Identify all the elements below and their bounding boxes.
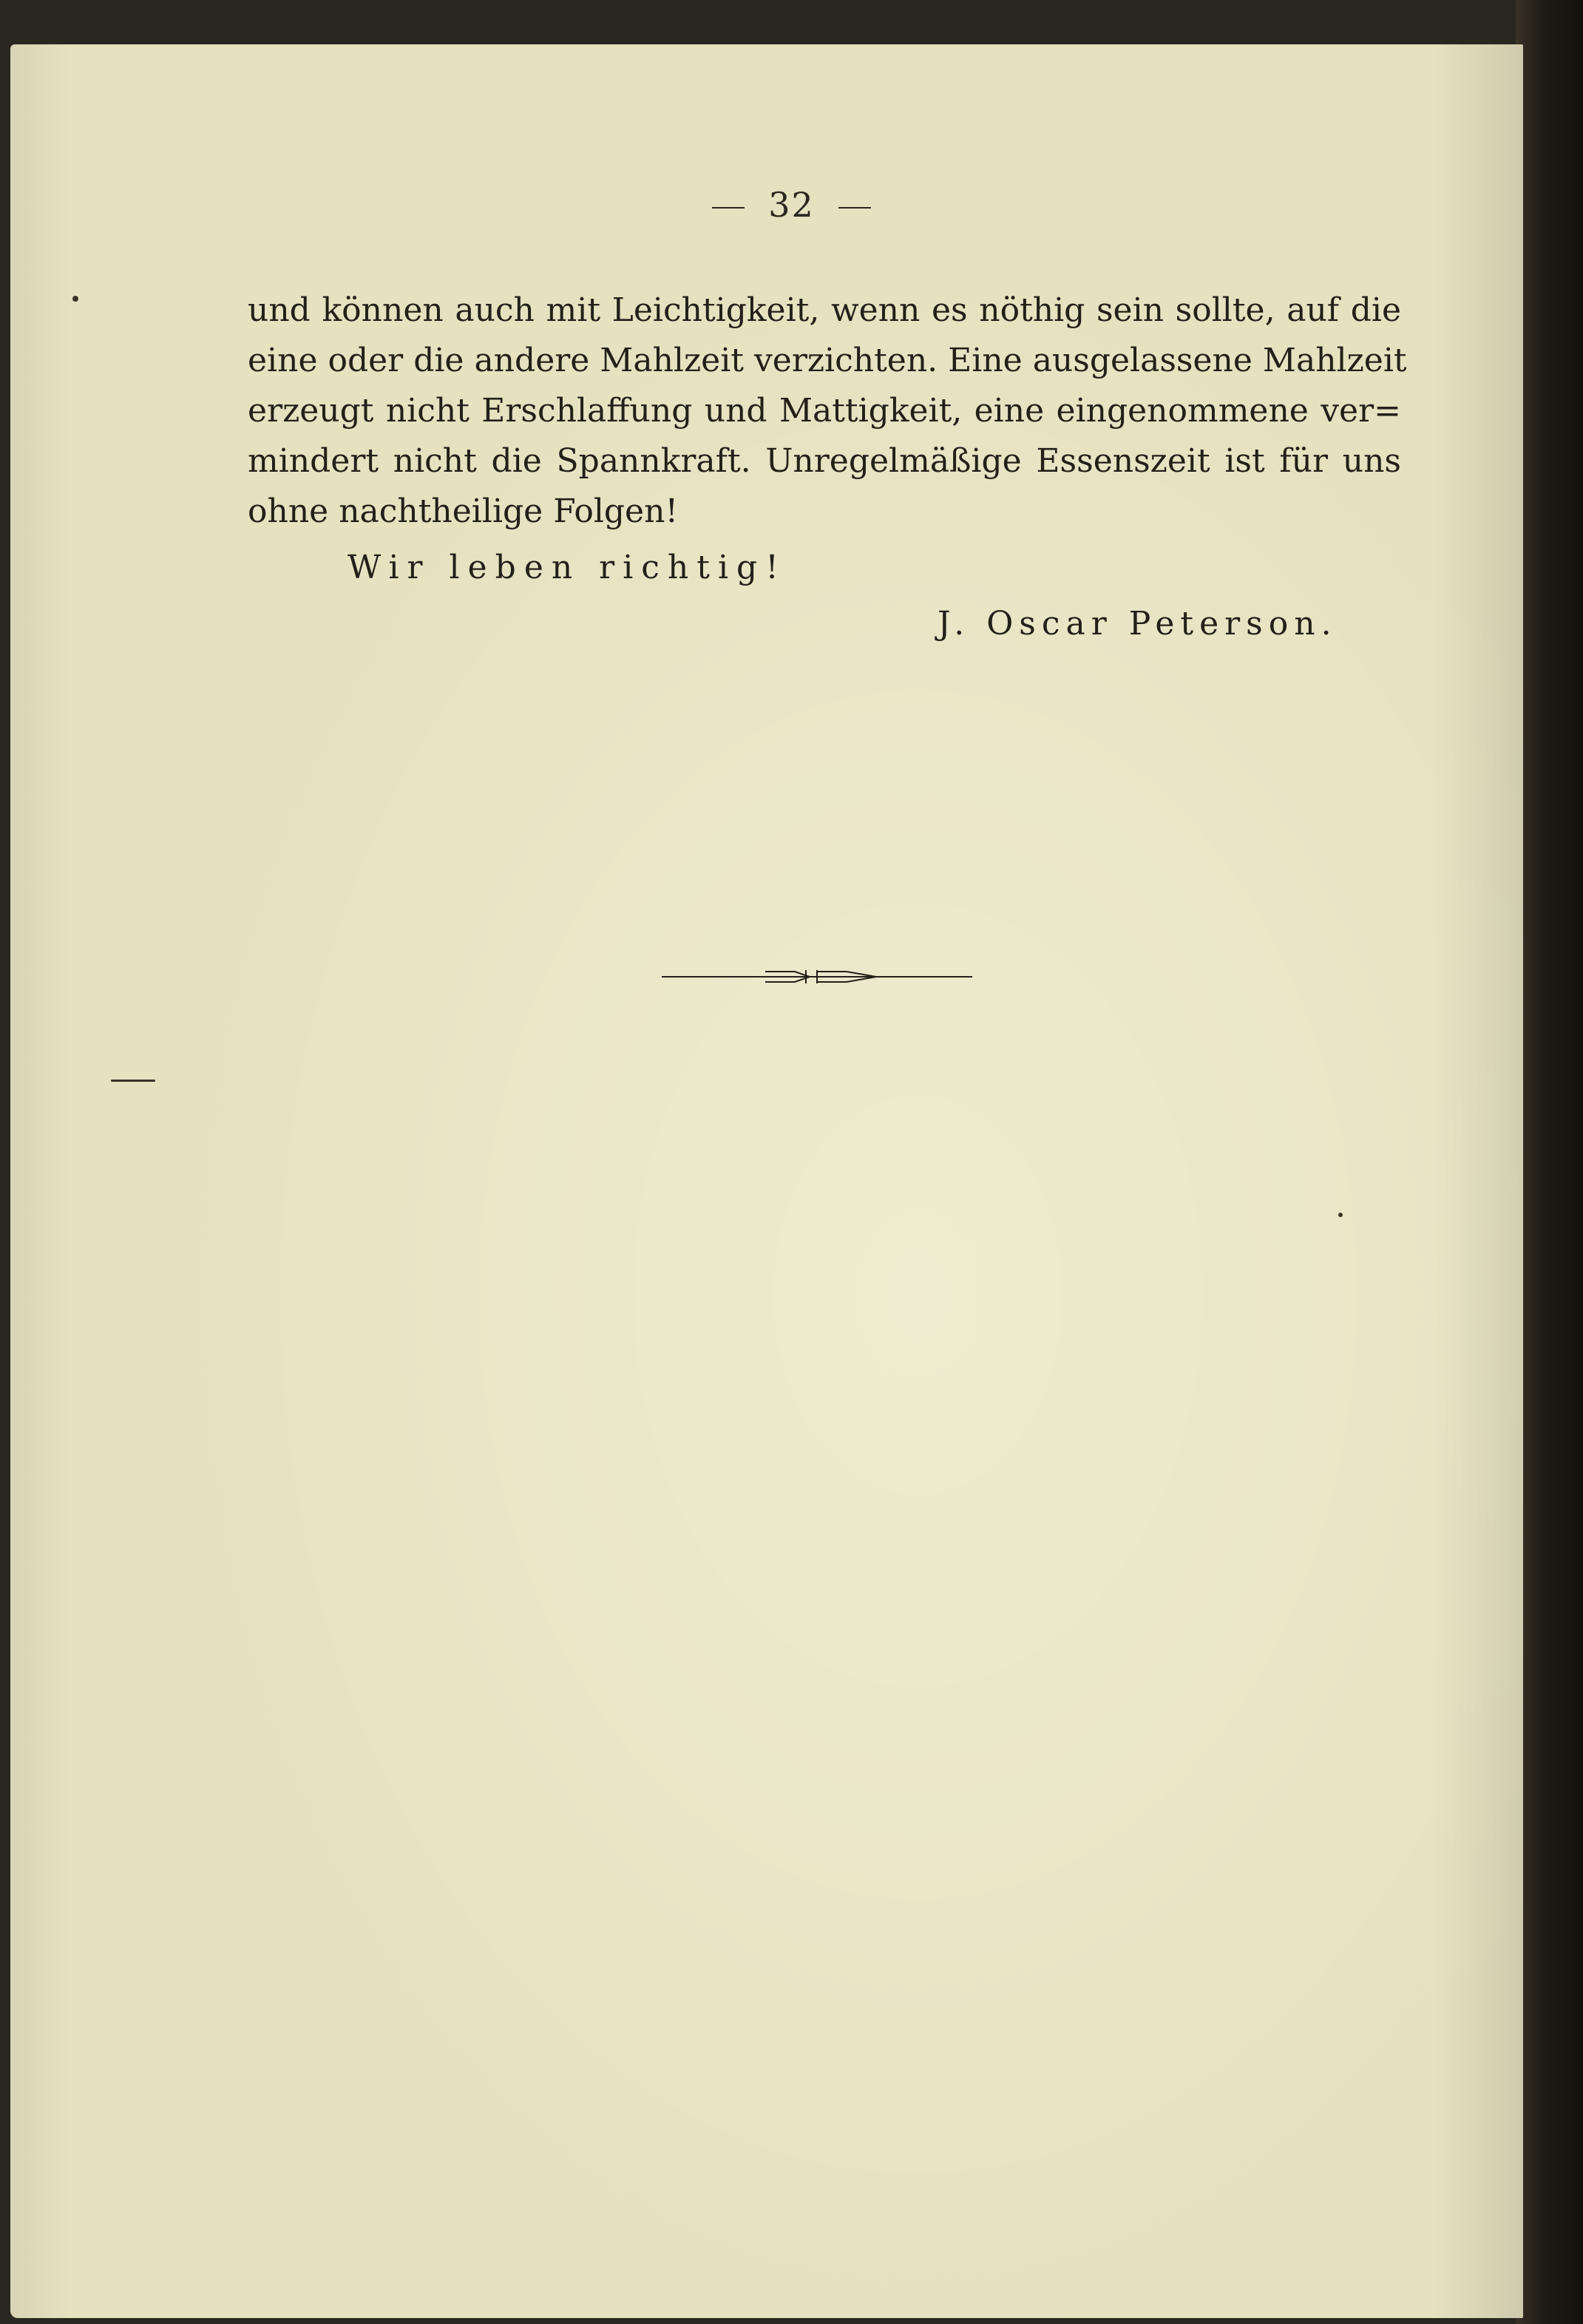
- dash-left: [712, 207, 745, 209]
- paragraph-line: ohne nachtheilige Folgen!: [248, 492, 679, 530]
- paper-speck: [72, 296, 78, 302]
- page-number-value: 32: [768, 185, 815, 225]
- page-number: [0, 185, 1583, 225]
- paragraph-line: mindert nicht die Spannkraft. Unregelmäßige Essenszeit ist für uns: [248, 442, 1401, 480]
- paper-speck: [111, 1080, 155, 1082]
- author-signature: J. Oscar Peterson.: [938, 605, 1338, 643]
- binding-gutter: [1516, 0, 1583, 2324]
- motto-line: Wir leben richtig!: [348, 549, 787, 586]
- dash-right: [838, 207, 871, 209]
- paragraph-line: erzeugt nicht Erschlaffung und Mattigkeit, eine eingenommene ver=: [248, 392, 1401, 430]
- paragraph-line: eine oder die andere Mahlzeit verzichten. Eine ausgelassene Mahlzeit: [248, 342, 1407, 379]
- paragraph-line: und können auch mit Leichtigkeit, wenn es nöthig sein sollte, auf die: [248, 291, 1401, 329]
- body-paragraph: [248, 285, 1407, 537]
- section-divider-ornament: [662, 966, 972, 988]
- paper-speck: [1338, 1213, 1343, 1217]
